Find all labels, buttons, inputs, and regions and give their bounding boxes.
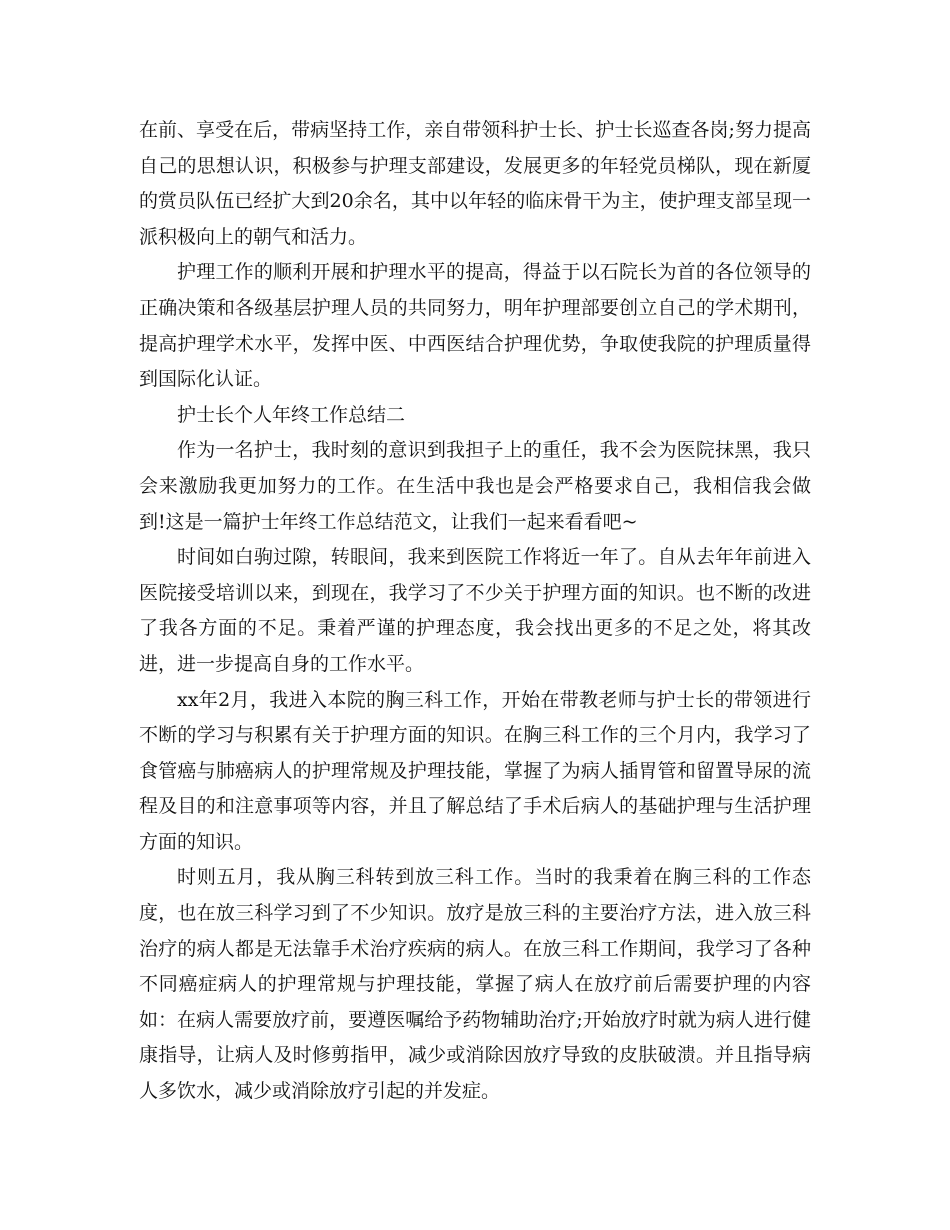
section-heading: 护士长个人年终工作总结二 <box>177 403 406 426</box>
paragraph-radiotherapy-dept: 时则五月，我从胸三科转到放三科工作。当时的我秉着在胸三科的工作态度，也在放三科学习到了不少知识。放疗是放三科的主要治疗方法，进入放三科治疗的病人都是无法靠手术治疗疾病的病人。在放三科工作期间，我学习了各种不同癌症病人的护理常规与护理技能，掌握了病人在放疗前后需要护理的内容如：在病人需要放疗前，要遵医嘱给予药物辅助治疗;开始放疗时就为病人进行健康指导，让病人及时修剪指甲，减少或消除因放疗导致的皮肤破溃。并且指导病人多饮水，减少或消除放疗引起的并发症。 <box>139 866 811 1103</box>
document-body <box>139 113 811 1110</box>
paragraph-thoracic-dept: xx年2月，我进入本院的胸三科工作，开始在带教老师与护士长的带领进行不断的学习与积累有关于护理方面的知识。在胸三科工作的三个月内，我学习了食管癌与肺癌病人的护理常规及护理技能，掌握了为病人插胃管和留置导尿的流程及目的和注意事项等内容，并且了解总结了手术后病人的基础护理与生活护理方面的知识。 <box>139 688 811 853</box>
paragraph-intro: 作为一名护士，我时刻的意识到我担子上的重任，我不会为医院抹黑，我只会来激励我更加努力的工作。在生活中我也是会严格要求自己，我相信我会做到!这是一篇护士年终工作总结范文，让我们一起来看看吧~ <box>139 439 811 533</box>
paragraph-continued: 在前、享受在后，带病坚持工作，亲自带领科护士长、护士长巡查各岗;努力提高自己的思想认识，积极参与护理支部建设，发展更多的年轻党员梯队，现在新厦的赏员队伍已经扩大到20余名，其中以年轻的临床骨干为主，使护理支部呈现一派积极向上的朝气和活力。 <box>139 119 811 248</box>
paragraph-nursing-development: 护理工作的顺利开展和护理水平的提高，得益于以石院长为首的各位领导的正确决策和各级基层护理人员的共同努力，明年护理部要创立自己的学术期刊，提高护理学术水平，发挥中医、中西医结合护理优势，争取使我院的护理质量得到国际化认证。 <box>139 261 811 391</box>
paragraph-time-passing: 时间如白驹过隙，转眼间，我来到医院工作将近一年了。自从去年年前进入医院接受培训以来，到现在，我学习了不少关于护理方面的知识。也不断的改进了我各方面的不足。秉着严谨的护理态度，我会找出更多的不足之处，将其改进，进一步提高自身的工作水平。 <box>139 546 811 675</box>
